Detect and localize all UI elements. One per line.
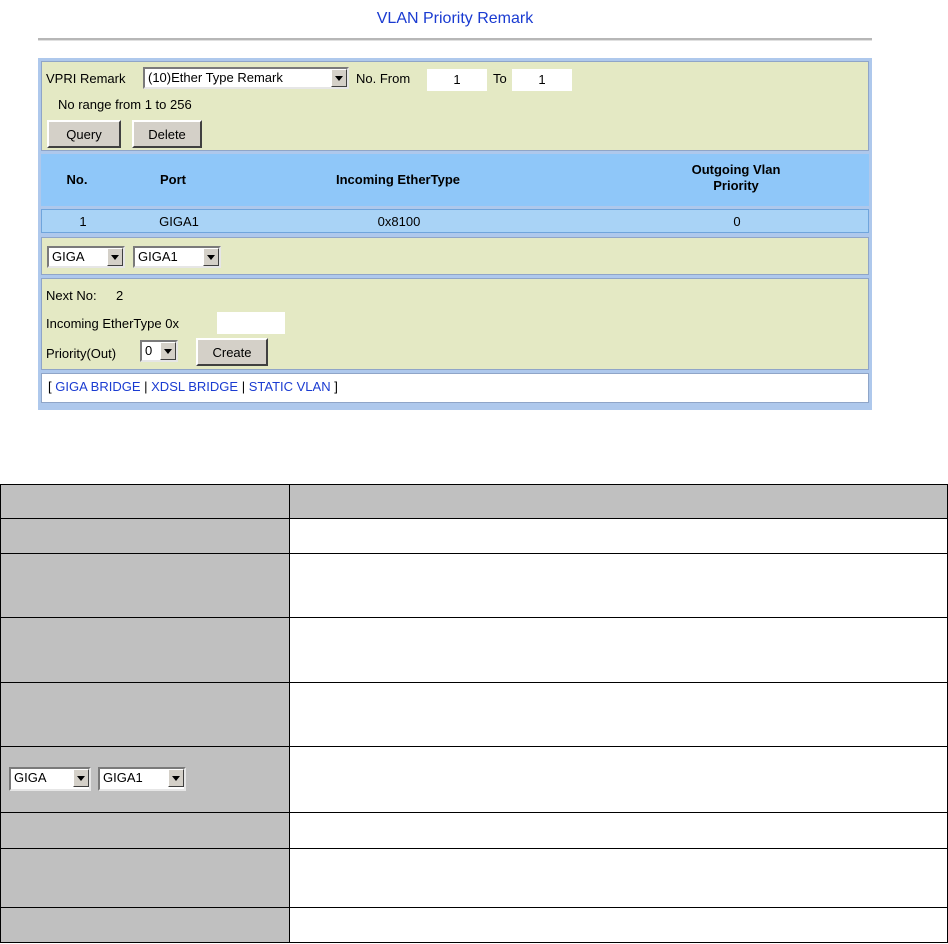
desc-row (1, 618, 947, 683)
desc-row (1, 747, 947, 813)
port-value: GIGA1 (138, 249, 178, 264)
desc-cell-right (290, 908, 947, 942)
desc-cell-left (1, 813, 290, 848)
priority-out-value: 0 (145, 343, 153, 358)
to-label: To (493, 71, 507, 86)
query-section (41, 61, 869, 151)
desc-cell-left (1, 908, 290, 942)
no-from-input[interactable]: 1 (427, 69, 487, 91)
desc-header-cell-left (1, 485, 290, 518)
description-table (0, 484, 948, 943)
desc-port-type-value: GIGA (14, 770, 47, 785)
no-from-label: No. From (356, 71, 411, 86)
desc-row (1, 908, 947, 942)
desc-cell-left (1, 554, 290, 617)
nav-links (41, 373, 869, 403)
chevron-down-icon[interactable] (331, 69, 347, 87)
vpri-remark-select[interactable] (143, 67, 349, 89)
next-no-value: 2 (116, 288, 124, 303)
desc-cell-left (1, 849, 290, 907)
create-button[interactable]: Create (196, 338, 268, 366)
vpri-remark-label: VPRI Remark (46, 71, 126, 86)
desc-cell-right (290, 683, 947, 746)
vlan-priority-panel (38, 58, 872, 410)
col-header-outgoing-line2: Priority (713, 178, 759, 193)
next-no-label: Next No: (46, 288, 97, 303)
row-no: 1 (79, 214, 87, 229)
desc-row (1, 849, 947, 908)
desc-cell-right (290, 813, 947, 848)
desc-cell-left (1, 747, 290, 812)
desc-cell-right (290, 747, 947, 812)
link-xdsl-bridge[interactable]: XDSL BRIDGE (151, 379, 239, 394)
chevron-down-icon[interactable] (160, 342, 176, 360)
priority-out-select[interactable] (140, 340, 178, 362)
vpri-remark-value: (10)Ether Type Remark (148, 70, 283, 85)
port-type-select[interactable] (47, 246, 125, 268)
port-type-value: GIGA (52, 249, 85, 264)
nav-open-bracket: [ (48, 379, 52, 394)
link-static-vlan[interactable]: STATIC VLAN (248, 379, 331, 394)
row-outgoing-priority: 0 (733, 214, 741, 229)
nav-links-row (48, 379, 338, 394)
port-select[interactable] (133, 246, 221, 268)
desc-port-type-select[interactable] (9, 767, 91, 791)
create-section (41, 278, 869, 370)
desc-cell-left (1, 519, 290, 553)
desc-header-cell-right (290, 485, 947, 518)
desc-row (1, 519, 947, 554)
row-incoming-ethertype: 0x8100 (377, 214, 421, 229)
desc-cell-left (1, 618, 290, 682)
desc-port-value: GIGA1 (103, 770, 143, 785)
desc-cell-right (290, 618, 947, 682)
chevron-down-icon[interactable] (73, 769, 89, 787)
desc-cell-left (1, 683, 290, 746)
desc-row (1, 554, 947, 618)
desc-row (1, 813, 947, 849)
chevron-down-icon[interactable] (168, 769, 184, 787)
desc-header-row (1, 485, 947, 519)
nav-separator: | (144, 379, 148, 394)
delete-button[interactable]: Delete (132, 120, 202, 148)
title-divider (38, 38, 872, 41)
range-hint: No range from 1 to 256 (58, 97, 192, 112)
desc-port-select[interactable] (98, 767, 186, 791)
priority-out-label: Priority(Out) (46, 346, 117, 361)
desc-cell-right (290, 849, 947, 907)
nav-separator: | (241, 379, 246, 394)
desc-row (1, 683, 947, 747)
chevron-down-icon[interactable] (107, 248, 123, 266)
desc-cell-right (290, 554, 947, 617)
col-header-port: Port (160, 172, 186, 187)
col-header-outgoing-priority (621, 162, 851, 194)
row-port: GIGA1 (159, 214, 199, 229)
incoming-ethertype-input[interactable] (217, 312, 285, 334)
col-header-no: No. (66, 172, 88, 187)
chevron-down-icon[interactable] (203, 248, 219, 266)
col-header-outgoing-line1: Outgoing Vlan (691, 162, 781, 177)
table-row[interactable] (41, 209, 869, 233)
desc-cell-right (290, 519, 947, 553)
table-header (41, 154, 869, 206)
incoming-ethertype-label: Incoming EtherType 0x (46, 316, 179, 331)
no-to-input[interactable]: 1 (512, 69, 572, 91)
link-giga-bridge[interactable]: GIGA BRIDGE (55, 379, 141, 394)
page-title: VLAN Priority Remark (376, 10, 534, 27)
col-header-incoming-ethertype: Incoming EtherType (336, 172, 460, 187)
query-button[interactable]: Query (47, 120, 121, 148)
port-filter-section (41, 237, 869, 275)
nav-close-bracket: ] (334, 379, 338, 394)
